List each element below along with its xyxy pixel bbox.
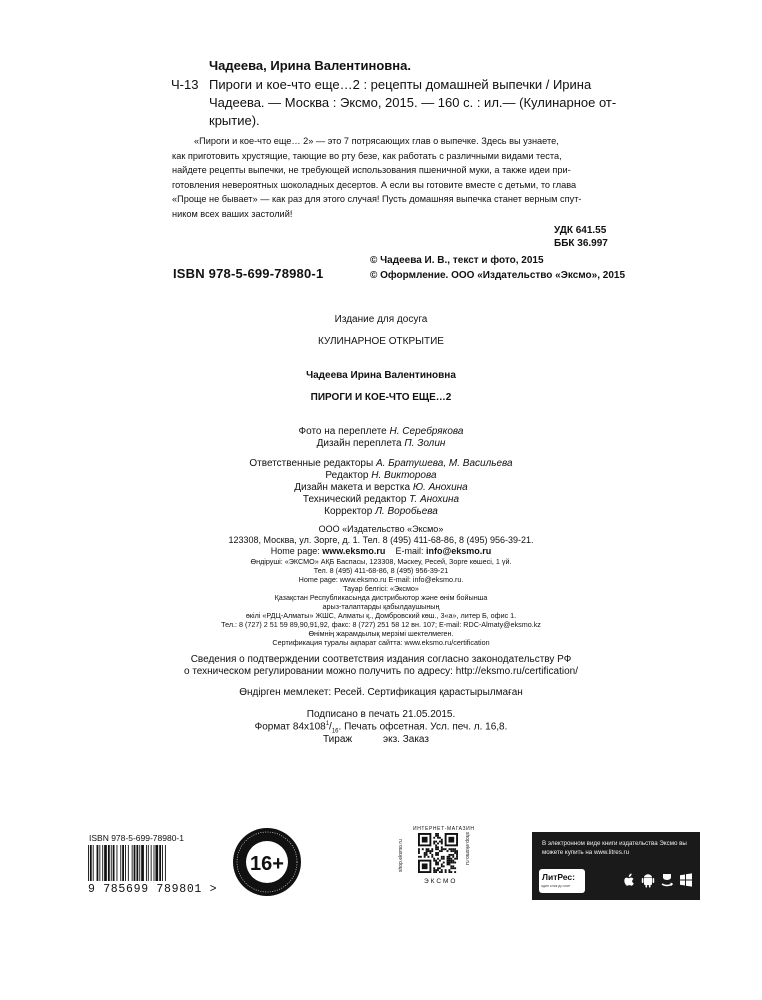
credit-role: Фото на переплете	[298, 426, 387, 437]
litres-text: В электронном виде книги издательства Эксмо вы можете купить на www.litres.ru	[542, 840, 687, 856]
kz-line: Өндіруші: «ЭКСМО» АҚБ Баспасы, 123308, Мәскеу, Ресей, Зорге көшесі, 1 үй.	[250, 557, 512, 566]
kz-line: Тел.: 8 (727) 2 51 59 89,90,91,92, факс: 8 (727) 251 58 12 вн. 107; E-mail: RDC-Almaty@eksmo.kz	[221, 620, 541, 629]
format-denominator: 16	[331, 728, 339, 735]
email-label: E-mail:	[395, 546, 424, 556]
edition-type: Издание для досуга	[334, 314, 428, 325]
windows-icon	[679, 872, 693, 888]
annotation-line: готовления невероятных шоколадных десертов. А если вы готовите вместе с детьми, то глава	[172, 179, 577, 190]
signed-date: Подписано в печать 21.05.2015.	[306, 709, 456, 720]
age-rating-text: 16+	[250, 853, 284, 875]
age-rating-seal	[232, 827, 302, 897]
barcode-image	[86, 845, 196, 887]
amazon-icon	[660, 872, 674, 888]
barcode-digits: 9 785699 789801 >	[88, 883, 218, 896]
annotation-line: «Пироги и кое-что еще… 2» — это 7 потрясающих глав о выпечке. Здесь вы узнаете,	[194, 136, 559, 146]
annotation-line: как приготовить хрустящие, тающие во рту безе, как работать с различными видами теста,	[172, 150, 562, 161]
email-link[interactable]: info@eksmo.ru	[425, 546, 492, 556]
kz-line: Сертификация туралы ақпарат сайтта: www.eksmo.ru/certification	[272, 638, 490, 647]
credit-role: Корректор	[324, 506, 373, 517]
format-prefix: Формат 84х108	[254, 721, 326, 733]
catalog-description-line: Чадеева. — Москва : Эксмо, 2015. — 160 с. : ил.— (Кулинарное от-	[209, 95, 617, 110]
qr-header: ИНТЕРНЕТ-МАГАЗИН	[413, 826, 475, 832]
credit-role: Ответственные редакторы	[249, 458, 374, 469]
qr-side-text: shop.eksmo.ru	[398, 839, 404, 872]
catalog-annotation	[172, 134, 606, 222]
kz-line: Өнімнің жарамдылық мерзімі шектелмеген.	[308, 629, 454, 638]
credit-person: А. Братушева, М. Васильева	[375, 458, 513, 469]
annotation-line: ником всех ваших застолий!	[172, 208, 293, 219]
homepage-label: Home page:	[270, 546, 320, 556]
imprint-title: ПИРОГИ И КОЕ-ЧТО ЕЩЕ…2	[310, 392, 452, 403]
credit-role: Технический редактор	[302, 494, 407, 505]
credit-person: Л. Воробьева	[375, 506, 438, 517]
credit-person: Т. Анохина	[409, 494, 460, 505]
annotation-line: найдете рецепты выпечки, не требующей использования пшеничной муки, а также идеи при-	[172, 165, 571, 176]
credit-line	[0, 482, 762, 493]
imprint-author: Чадеева Ирина Валентиновна	[306, 370, 456, 381]
credit-line	[0, 426, 762, 437]
bbk-code: ББК 36.997	[554, 238, 608, 249]
litres-logo-tagline: один клик до книг	[541, 884, 571, 888]
credit-person: Н. Серебрякова	[389, 426, 464, 437]
credit-line	[0, 506, 762, 517]
credit-line	[0, 494, 762, 505]
kz-line: Тауар белгісі: «Эксмо»	[343, 584, 419, 593]
kz-line: өкілі «РДЦ-Алматы» ЖШС, Алматы қ., Домбровский көш., 3«а», литер Б, офис 1.	[245, 611, 517, 620]
catalog-author-heading: Чадеева, Ирина Валентиновна.	[209, 58, 411, 73]
publisher-name: ООО «Издательство «Эксмо»	[318, 524, 444, 534]
credit-role: Дизайн переплета	[316, 438, 402, 449]
tirazh-label: Тираж	[323, 734, 353, 745]
copyright-design: © Оформление. ООО «Издательство «Эксмо», 2015	[370, 270, 626, 281]
credit-role: Дизайн макета и верстка	[294, 482, 411, 493]
cert-line: Сведения о подтверждении соответствия издания согласно законодательству РФ	[190, 654, 572, 665]
udk-code: УДК 641.55	[554, 225, 607, 236]
qr-code[interactable]	[418, 833, 458, 873]
qr-side-text-right: shop.eksmo.ru	[464, 832, 470, 865]
qr-brand: ЭКСМО	[424, 878, 458, 885]
copyright-text: © Чадеева И. В., текст и фото, 2015	[370, 255, 544, 266]
kz-line: арыз-талаптарды қабылдаушының	[322, 602, 440, 611]
catalog-description-line: Пироги и кое-что еще…2 : рецепты домашней выпечки / Ирина	[209, 77, 592, 92]
print-format: Формат $84х108^1/_{16}$. Печать офсетная. Усл. печ. л. 16,8.	[254, 721, 508, 735]
litres-logo-text: ЛитРес:	[542, 872, 575, 882]
zakaz-label: экз. Заказ	[383, 734, 429, 745]
kz-line: Қазақстан Республикасында дистрибьютор және өнім бойынша	[274, 593, 488, 602]
publisher-address: 123308, Москва, ул. Зорге, д. 1. Тел. 8 (495) 411-68-86, 8 (495) 956-39-21.	[228, 535, 534, 545]
cert-line: о техническом регулировании можно получить по адресу: http://eksmo.ru/certification/	[184, 666, 578, 677]
series-name: КУЛИНАРНОЕ ОТКРЫТИЕ	[318, 336, 444, 347]
isbn-barcode-label: ISBN 978-5-699-78980-1	[89, 833, 184, 843]
credit-person: П. Золин	[404, 438, 446, 449]
origin-note: Өндірген мемлекет: Ресей. Сертификация қарастырылмаған	[239, 687, 523, 698]
isbn-main: ISBN 978-5-699-78980-1	[173, 266, 324, 281]
catalog-description-line: крытие).	[209, 113, 260, 128]
annotation-line: «Проще не бывает» — как раз для этого случая! Пусть домашняя выпечка станет верным спут-	[172, 194, 582, 205]
credit-line	[0, 458, 762, 469]
format-numerator: 1	[325, 721, 330, 727]
format-suffix: . Печать офсетная. Усл. печ. л. 16,8.	[338, 721, 508, 733]
kz-line: Home page: www.eksmo.ru E-mail: info@eksmo.ru.	[298, 575, 464, 584]
catalog-code: Ч-13	[171, 77, 199, 92]
credit-person: Н. Викторова	[371, 470, 437, 481]
credit-role: Редактор	[325, 470, 369, 481]
android-icon	[641, 872, 655, 888]
credit-line	[0, 470, 762, 481]
kz-line: Тел. 8 (495) 411-68-86, 8 (495) 956-39-21	[313, 566, 449, 575]
publisher-contacts	[0, 546, 762, 556]
homepage-link[interactable]: www.eksmo.ru	[322, 546, 386, 556]
credit-line	[0, 438, 762, 449]
apple-icon	[622, 872, 636, 888]
credit-person: Ю. Анохина	[412, 482, 468, 493]
